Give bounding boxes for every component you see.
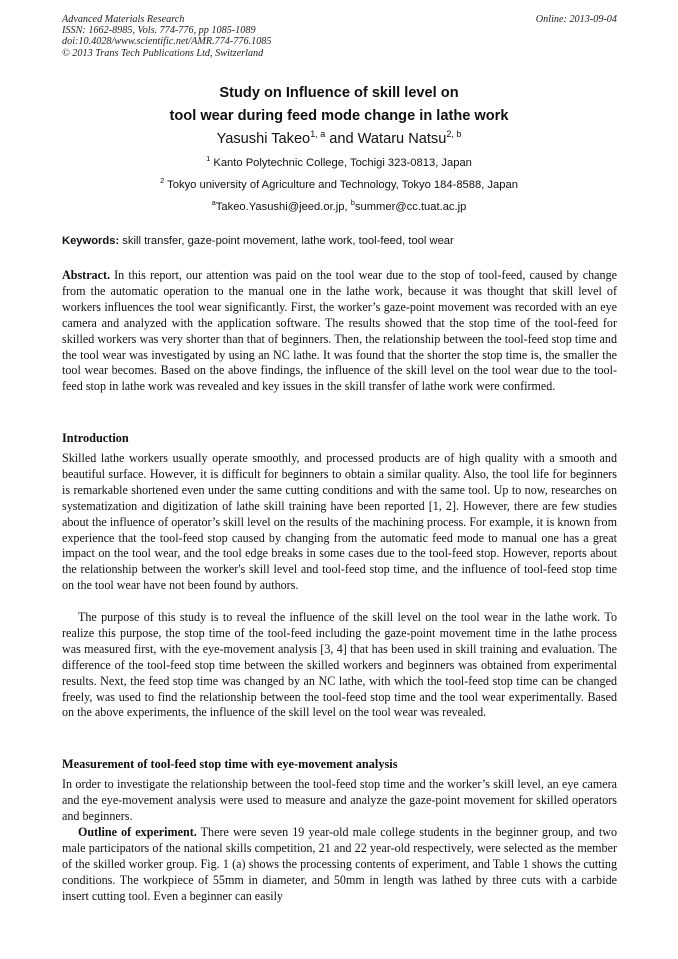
affiliation-2 [0,178,678,192]
measurement-paragraph-2 [62,825,617,905]
keywords-text: skill transfer, gaze-point movement, lathe work, tool-feed, tool wear [119,235,454,247]
abstract-text: In this report, our attention was paid on the tool wear due to the stop of tool-feed, caused by change from the automatic operation to the manual one in the lathe work, because it was thought that skill level of workers influences the tool wear significantly. First, the worker’s gaze-point movement was recorded with an eye camera and analyzed with the application software. The results showed that the stop time of the tool-feed for skilled workers was very shorter than that of beginners. Then, the relationship between the tool-feed stop time and the tool wear was investigated by using an NC lathe. It was found that the shorter the stop time is, the smaller the tool wear becomes. Based on the above findings, the influence of the skill level on the tool wear due to the tool-feed stop in lathe work was revealed and key issues in the skill transfer of lathe work were confirmed. [62,268,617,394]
journal-copyright: © 2013 Trans Tech Publications Ltd, Switzerland [62,47,264,59]
keywords [62,234,617,248]
email-mark: a [211,198,216,207]
introduction-paragraph-2: The purpose of this study is to reveal the influence of the skill level on the tool wear in the lathe work. To realize this purpose, the stop time of the tool-feed including the gaze-point movement time in the lathe process was measured first, with the eye-movement analysis [3, 4] that has been used in skill training and evaluation. The difference of the tool-feed stop time between the skilled workers and beginners was obtained from experimental results. Next, the feed stop time was changed by an NC lathe, with which the tool-feed stop time can be changed freely, was used to find the relationship between the tool-feed stop time and the tool wear experimentally. Based on the above experiments, the influence of the skill level on the tool wear was revealed. [62,610,617,720]
email-a: Takeo.Yasushi@jeed.or.jp, [215,201,351,213]
online-date: Online: 2013-09-04 [535,14,617,25]
journal-name: Advanced Materials Research [62,14,185,25]
author-joiner: and [325,131,358,147]
abstract-label: Abstract. [62,268,111,282]
measurement-paragraph-1: In order to investigate the relationship between the tool-feed stop time and the worker’s skill level, an eye camera and the eye-movement analysis were used to measure and analyze the gaze-point movement for skilled operators and beginners. [62,777,617,823]
author-list [0,130,678,148]
author-affiliation-mark: 1, a [310,129,326,139]
introduction-paragraph-1: Skilled lathe workers usually operate smoothly, and processed products are of high quality with a smooth and beautiful surface. However, it is difficult for beginners to obtain a similar quality. Also, the tool life for beginners is remarkable shortened even under the same cutting conditions and with the same tool. Up to now, researches on systematization and digitization of lathe skill training have been reported [1, 2]. However, there are few studies about the influence of operator’s skill level on the results of the machining process. For example, it is known from experience that the tool-feed stop caused by changing from the automatic feed mode to manual one has a great impact on the tool wear, and the tool edge breaks in some cases due to the tool-feed stop. However, reports about the relationship between the worker's skill level and tool-feed stop time, and the influence of tool-feed stop time on the tool wear have not been found by authors. [62,451,617,593]
author-name: Yasushi Takeo [216,131,311,147]
journal-doi: doi:10.4028/www.scientific.net/AMR.774-776.1085 [62,36,272,48]
affiliation-mark: 1 [206,154,211,163]
outline-label: Outline of experiment. [78,825,197,839]
paper-title-line-1: Study on Influence of skill level on [219,85,459,101]
author-affiliation-mark: 2, b [446,129,462,139]
affiliation-mark: 2 [160,176,165,185]
abstract [62,268,617,395]
introduction-heading: Introduction [62,431,129,445]
email-b: summer@cc.tuat.ac.jp [354,201,467,213]
outline-text: There were seven 19 year-old male college students in the beginner group, and two male participators of the national skills competition, 21 and 22 year-old respectively, were selected as the member of the skilled worker group. Fig. 1 (a) shows the processing contents of experiment, and Table 1 shows the cutting conditions. The workpiece of 55mm in diameter, and 50mm in length was lathed by three cuts with a carbide insert cutting tool. Even a beginner can easily [62,825,617,903]
affiliation-1 [0,156,678,170]
journal-issn: ISSN: 1662-8985, Vols. 774-776, pp 1085-1089 [62,25,256,37]
journal-header [62,14,617,59]
author-emails [0,200,678,214]
author-name: Wataru Natsu [357,131,447,147]
affiliation-text: Tokyo university of Agriculture and Technology, Tokyo 184-8588, Japan [164,179,518,191]
email-mark: b [350,198,355,207]
measurement-heading: Measurement of tool-feed stop time with eye-movement analysis [62,757,398,771]
keywords-label: Keywords: [62,235,120,247]
paper-title-line-2: tool wear during feed mode change in lathe work [169,108,509,124]
affiliation-text: Kanto Polytechnic College, Tochigi 323-0813, Japan [210,157,472,169]
